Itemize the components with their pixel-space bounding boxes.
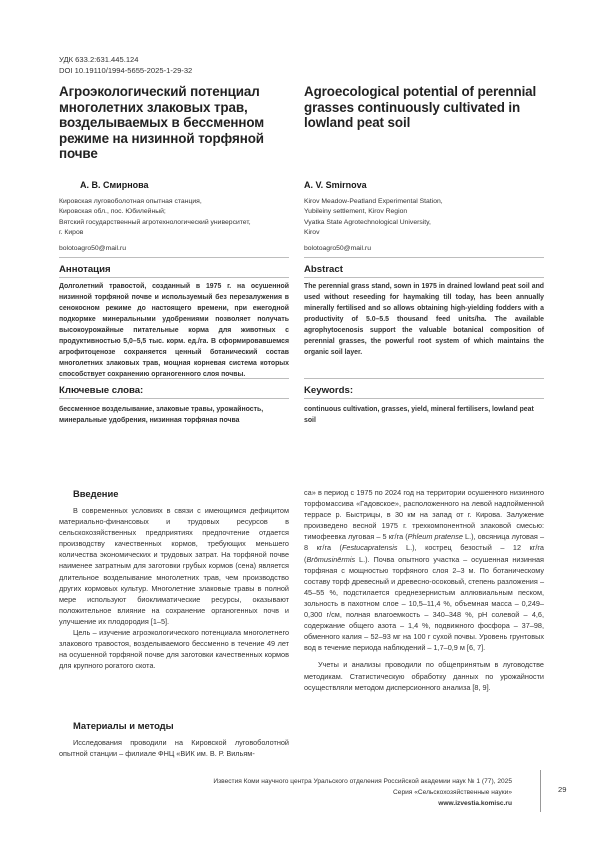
methods-body [59,737,289,759]
affiliation-line: Kirov Meadow-Peatland Experimental Station, [304,197,534,207]
paragraph: Исследования проводили на Кировской луговоболотной опытной станции – филиале ФНЦ «ВИК им. В. Р. Вильям- [59,737,289,759]
affiliation-line: Вятский государственный агротехнологический университет, [59,218,289,228]
paragraph: Цель – изучение агроэкологического потенциала многолетнего злакового травостоя, возделываемого бессменно в течение 49 лет на осушенной торфяной почве для заготовки качественных кормов для крупного рогатого скота. [59,627,289,671]
paragraph: Учеты и анализы проводили по общепринятым в луговодстве методикам. Статистическую обработку данных по урожайности осуществляли методом дисперсионного анализа [8, 9]. [304,659,544,692]
affiliation-ru [59,197,289,239]
divider [304,277,544,278]
journal-name: Известия Коми научного центра Уральского отделения Российской академии наук № 1 (77), 2025 [213,777,512,788]
paragraph [304,487,544,653]
divider [304,257,544,258]
keywords-en-heading: Keywords: [304,385,353,396]
email-ru[interactable]: bolotoagro50@mail.ru [59,245,126,252]
affiliation-en [304,197,534,239]
keywords-en: continuous cultivation, grasses, yield, mineral fertilisers, lowland peat soil [304,404,544,426]
title-en: Agroecological potential of perennial grasses continuously cultivated in lowland peat soil [304,84,544,131]
text-run: L.), овсяница луговая – 8 кг/га ( [304,532,544,552]
email-en[interactable]: bolotoagro50@mail.ru [304,245,371,252]
intro-body [59,505,289,671]
methods-heading: Материалы и методы [73,720,174,731]
page-number: 29 [558,785,566,794]
journal-series: Серия «Сельскохозяйственные науки» [213,788,512,799]
divider [59,398,289,399]
text-run: L.), кострец безостый – 12 кг/га ( [304,543,544,563]
affiliation-line: Кировская луговоболотная опытная станция, [59,197,289,207]
species-name: Phleum pratense [408,532,463,541]
affiliation-line: Кировская обл., пос. Юбилейный; [59,207,289,217]
abstract-en: The perennial grass stand, sown in 1975 in drained lowland peat soil and used without reseeding for haymaking till today, has been annually minerally fertilised and so allows obtaining high-yielding fodders with a productivity of 5.0–5.5 thousand feed units/ha. The available agrophytocenosis support the valuable botanical composition of perennial grasses, the powerful root system of which maintains the organic soil layer. [304,281,544,358]
journal-url[interactable]: www.izvestia.komisc.ru [213,799,512,810]
divider [59,378,289,379]
udc-code: УДК 633.2:631.445.124 [59,54,192,65]
divider [59,257,289,258]
keywords-ru: бессменное возделывание, злаковые травы, урожайность, минеральные удобрения, низинная торфяная почва [59,404,295,426]
affiliation-line: Yubileiny settlement, Kirov Region [304,207,534,217]
journal-footer [213,777,512,809]
divider [59,277,289,278]
divider [304,378,544,379]
article-meta [59,54,192,76]
text-run: са» в период с 1975 по 2024 год на территории осушенного низинного торфомассива «Гадовское», расположенного на левой надпойменной террасе р. Быстрицы, в 30 км на запад от г. Кирова. Залужение произведено весной 1975 г. трехкомпонентной злаковой смесью: тимофеевка луговая – 5 кг/га ( [304,488,544,541]
intro-heading: Введение [73,488,118,499]
title-ru: Агроэкологический потенциал многолетних злаковых трав, возделываемых в бессменном режиме на низинной торфяной почве [59,84,274,162]
affiliation-line: Kirov [304,228,534,238]
paragraph: В современных условиях в связи с имеющимся дефицитом материально-финансовых и трудовых ресурсов в сельскохозяйственных предприятиях предпочтение отдается производству качественных кормов, требующих меньшего количества экономических и трудовых затрат. На торфяной почве наименее затратным для заготовки грубых кормов (сена) является длительное возделывание многолетних трав, чем производство других кормовых культур. Многолетние злаковые травы в полной мере используют биоклиматические ресурсы, оказывают положительное влияние на сохранение органогенных почв и улучшение их плодородия [1–5]. [59,505,289,627]
abstract-ru: Долголетний травостой, созданный в 1975 г. на осушенной низинной торфяной почве и используемый без перезалужения в сенокосном режиме до настоящего времени, при ежегодной подкормке минеральными удобрениями позволяет получать высокоурожайные питательные корма для животных с продуктивностью 5,0–5,5 тыс. корм. ед./га. В сформировавшемся агрофитоценозе сохраняется ценный ботанический состав многолетних злаковых трав, мощная корневая система которых способствует сохранению органогенного слоя почвы. [59,281,289,380]
author-ru: А. В. Смирнова [80,180,149,190]
abstract-ru-heading: Аннотация [59,264,111,275]
methods-continued [304,487,544,693]
abstract-en-heading: Abstract [304,264,343,275]
species-name: Festucapratensis [342,543,398,552]
keywords-ru-heading: Ключевые слова: [59,385,143,396]
doi: DOI 10.19110/1994-5655-2025-1-29-32 [59,65,192,76]
species-name: Brōmusinērmis [306,555,355,564]
affiliation-line: г. Киров [59,228,289,238]
footer-divider [540,770,541,812]
author-en: A. V. Smirnova [304,180,367,190]
affiliation-line: Vyatka State Agrotechnological University, [304,218,534,228]
text-run: L.). Почва опытного участка – осушенная низинная торфяная с мощностью торфяного слоя 2–3 м. По ботаническому составу торф древесный и древесно-осоковый, степень разложения – 45–55 %, подстилается среднезернистым аллювиальным песком, зольность в пахотном слое – 10,5–11,4 %, объемная масса – 0,249–0,300 г/см, полная влагоемкость – 340–348 %, pH солевой – 4,6, содержание общего азота – 1,4 %, подвижного фосфора – 37–98, обменного калия – 52–93 мг на 100 г сухой почвы. Уровень грунтовых вод в течение периода наблюдений – 1,7–0,9 м [6, 7]. [304,555,544,653]
divider [304,398,544,399]
